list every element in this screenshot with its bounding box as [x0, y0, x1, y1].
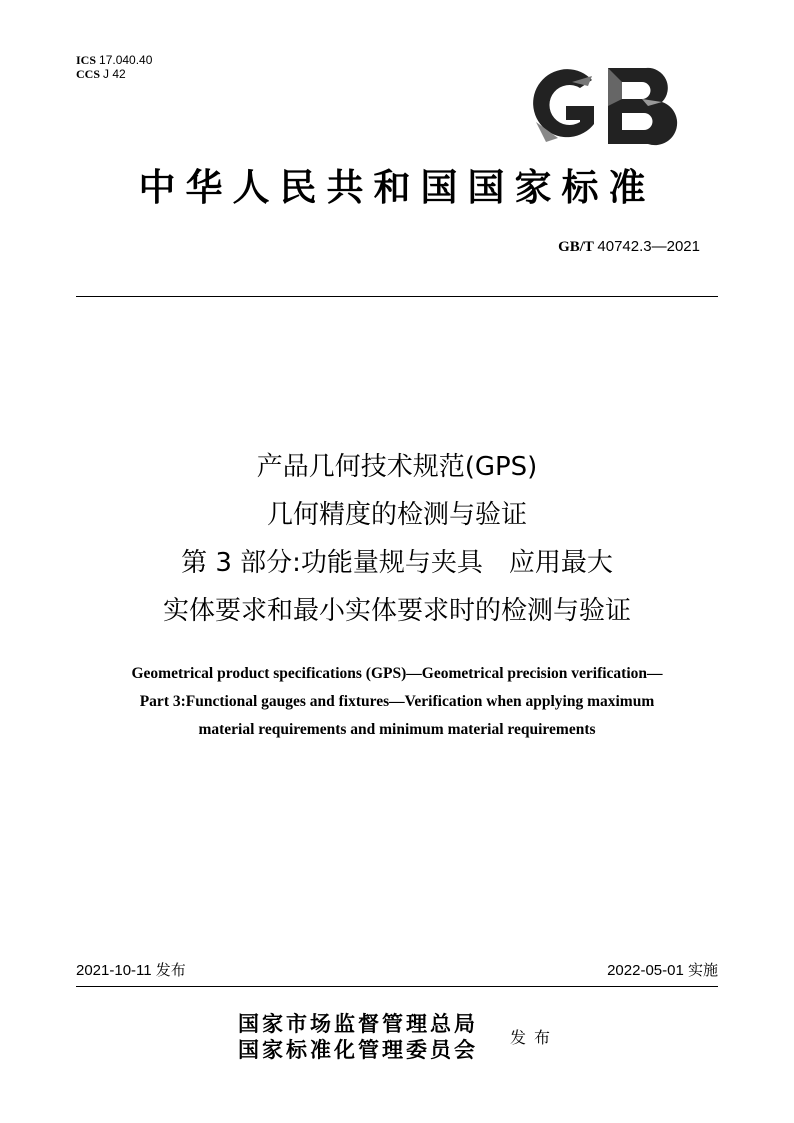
bottom-divider: [76, 986, 718, 987]
gb-logo: [522, 62, 678, 150]
standard-number: [558, 238, 700, 256]
english-title-line: material requirements and minimum material requirements: [198, 721, 596, 738]
release-date: 2021-10-11 发布: [76, 962, 186, 979]
publishers: [238, 1011, 478, 1063]
ccs-label: CCS: [76, 67, 101, 81]
english-title-line: Geometrical product specifications (GPS)—Geometrical precision verification—: [131, 665, 663, 682]
english-title-line: Part 3:Functional gauges and fixtures—Verification when applying maximum: [139, 693, 655, 710]
chinese-title-line: 第 3 部分:功能量规与夹具 应用最大: [181, 548, 613, 578]
standard-number-prefix: GB/T: [558, 239, 594, 255]
ics-label: ICS: [76, 53, 97, 67]
standard-number-value: 40742.3—2021: [597, 238, 700, 255]
top-divider: [76, 296, 718, 297]
chinese-title-line: 产品几何技术规范(GPS): [256, 452, 538, 482]
ccs-line: [76, 67, 152, 81]
ccs-code: J 42: [103, 67, 126, 81]
issue-label: 发布: [510, 1028, 559, 1047]
ics-line: [76, 53, 152, 67]
chinese-title-line: 几何精度的检测与验证: [266, 500, 527, 530]
chinese-title-line: 实体要求和最小实体要求时的检测与验证: [162, 596, 631, 626]
standard-category-title: 中华人民共和国国家标准: [138, 165, 656, 209]
implement-date: 2022-05-01 实施: [607, 962, 718, 979]
ics-code: 17.040.40: [99, 53, 153, 67]
classification-codes: [76, 53, 152, 81]
publisher-name: 国家标准化管理委员会: [238, 1037, 478, 1062]
english-title: [60, 660, 734, 744]
chinese-title: [60, 443, 734, 635]
publisher-name: 国家市场监督管理总局: [238, 1011, 478, 1036]
